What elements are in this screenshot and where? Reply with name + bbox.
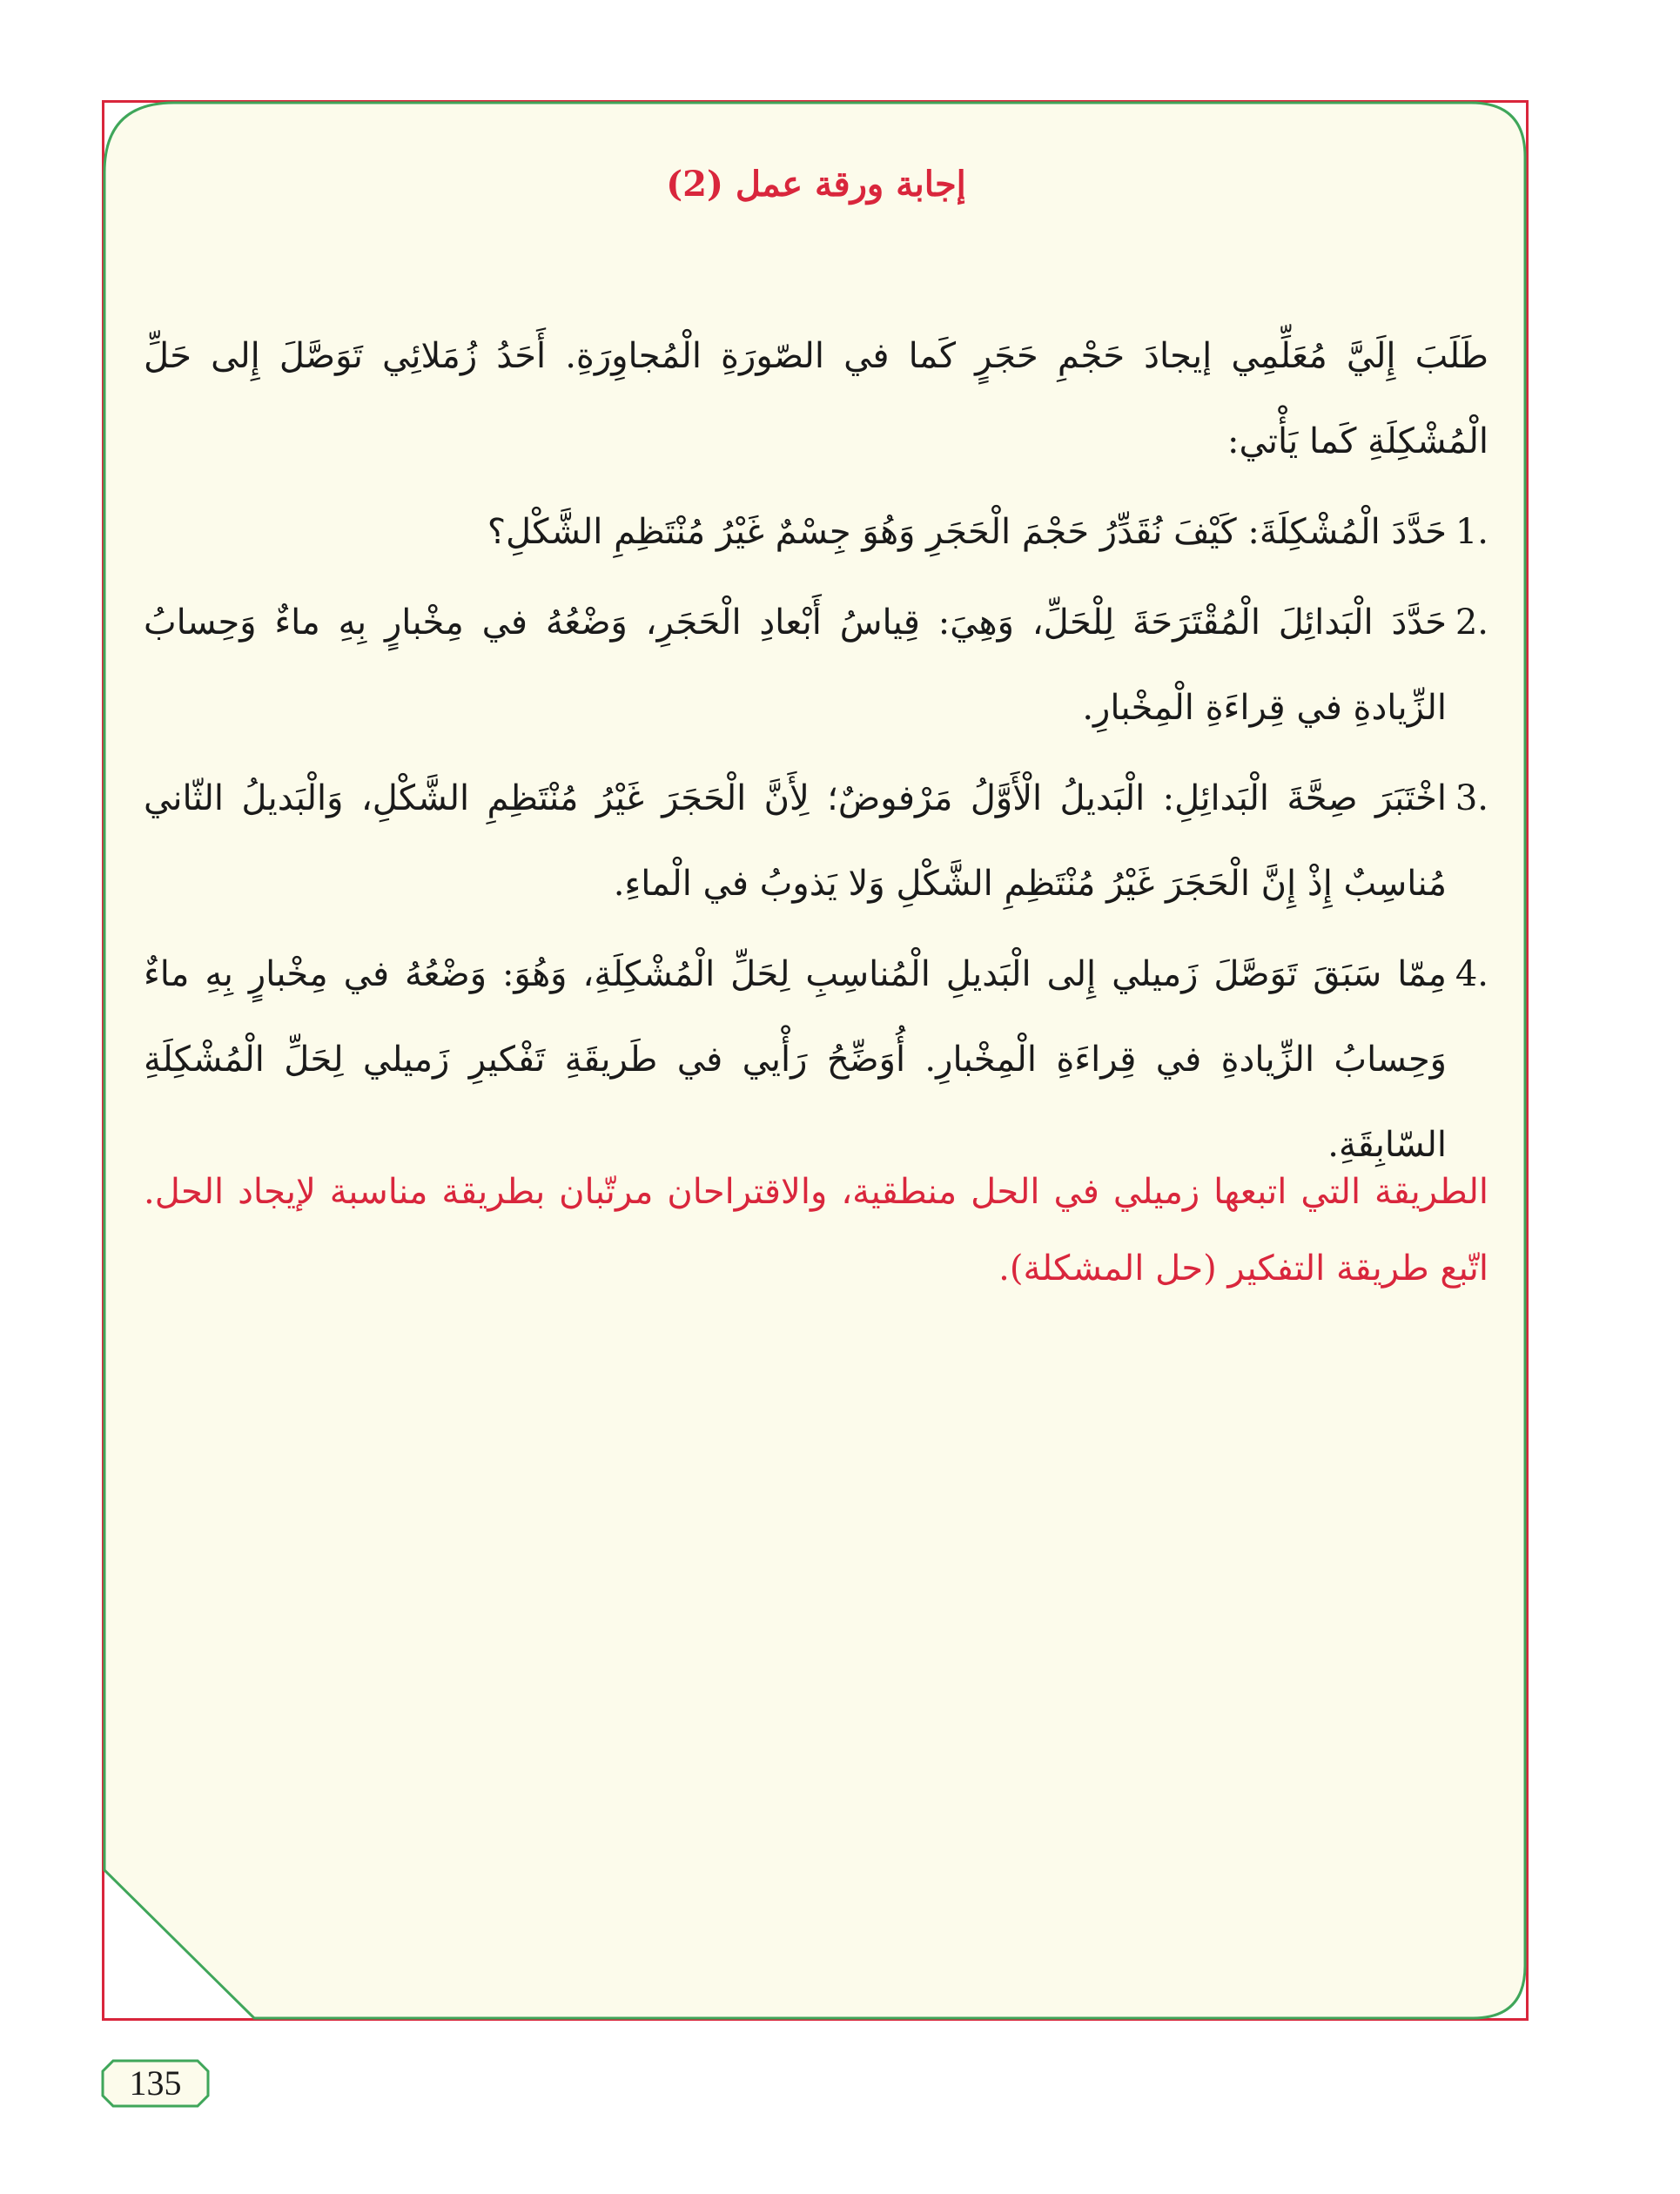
item-number: 4. [1455, 954, 1488, 994]
list-item [144, 580, 1488, 750]
answer-paragraph: الطريقة التي اتبعها زميلي في الحل منطقية، والاقتراحان مرتّبان بطريقة مناسبة لإيجاد الحل. اتّبع طريقة التفكير (حل المشكلة). [144, 1172, 1488, 1289]
steps-list [144, 489, 1488, 1188]
list-item [144, 489, 1488, 575]
item-text: اخْتَبَرَ صِحَّةَ الْبَدائِلِ: الْبَديلُ الْأَوَّلُ مَرْفوضٌ؛ لِأَنَّ الْحَجَرَ غَيْرُ مُنْتَظِمِ الشَّكْلِ، وَالْبَديلُ الثّاني مُناسِبٌ إِذْ إِنَّ الْحَجَرَ غَيْرُ مُنْتَظِمِ الشَّكْلِ وَلا يَذوبُ في الْماءِ. [144, 778, 1447, 904]
item-text: حَدَّدَ الْمُشْكِلَةَ: كَيْفَ نُقَدِّرُ حَجْمَ الْحَجَرِ وَهُوَ جِسْمٌ غَيْرُ مُنْتَظِمِ الشَّكْلِ؟ [487, 512, 1447, 552]
intro-paragraph: طَلَبَ إِلَيَّ مُعَلِّمِي إيجادَ حَجْمِ حَجَرٍ كَما في الصّورَةِ الْمُجاوِرَةِ. أَحَدُ زُمَلائِي تَوَصَّلَ إِلى حَلِّ الْمُشْكِلَةِ كَما يَأْتي: [144, 336, 1488, 461]
item-number: 1. [1455, 512, 1488, 552]
page-number: 135 [129, 2063, 182, 2103]
item-number: 2. [1455, 602, 1488, 643]
worksheet-content [144, 313, 1488, 1193]
worksheet-title: إجابة ورقة عمل (2) [666, 164, 966, 205]
list-item [144, 756, 1488, 926]
list-item [144, 932, 1488, 1188]
item-text: مِمّا سَبَقَ تَوَصَّلَ زَميلي إِلى الْبَديلِ الْمُناسِبِ لِحَلِّ الْمُشْكِلَةِ، وَهُوَ: وَضْعُهُ في مِخْبارٍ بِهِ ماءٌ وَحِسابُ الزِّيادةِ في قِراءَةِ الْمِخْبارِ. أُوَضِّحُ رَأْيي في طَريقَةِ تَفْكيرِ زَميلي لِحَلِّ الْمُشْكِلَةِ السّابِقَةِ. [144, 954, 1447, 1165]
item-text: حَدَّدَ الْبَدائِلَ الْمُقْتَرَحَةَ لِلْحَلِّ، وَهِيَ: قِياسُ أَبْعادِ الْحَجَرِ، وَضْعُهُ في مِخْبارٍ بِهِ ماءٌ وَحِسابُ الزِّيادةِ في قِراءَةِ الْمِخْبارِ. [144, 602, 1447, 728]
item-number: 3. [1455, 778, 1488, 818]
